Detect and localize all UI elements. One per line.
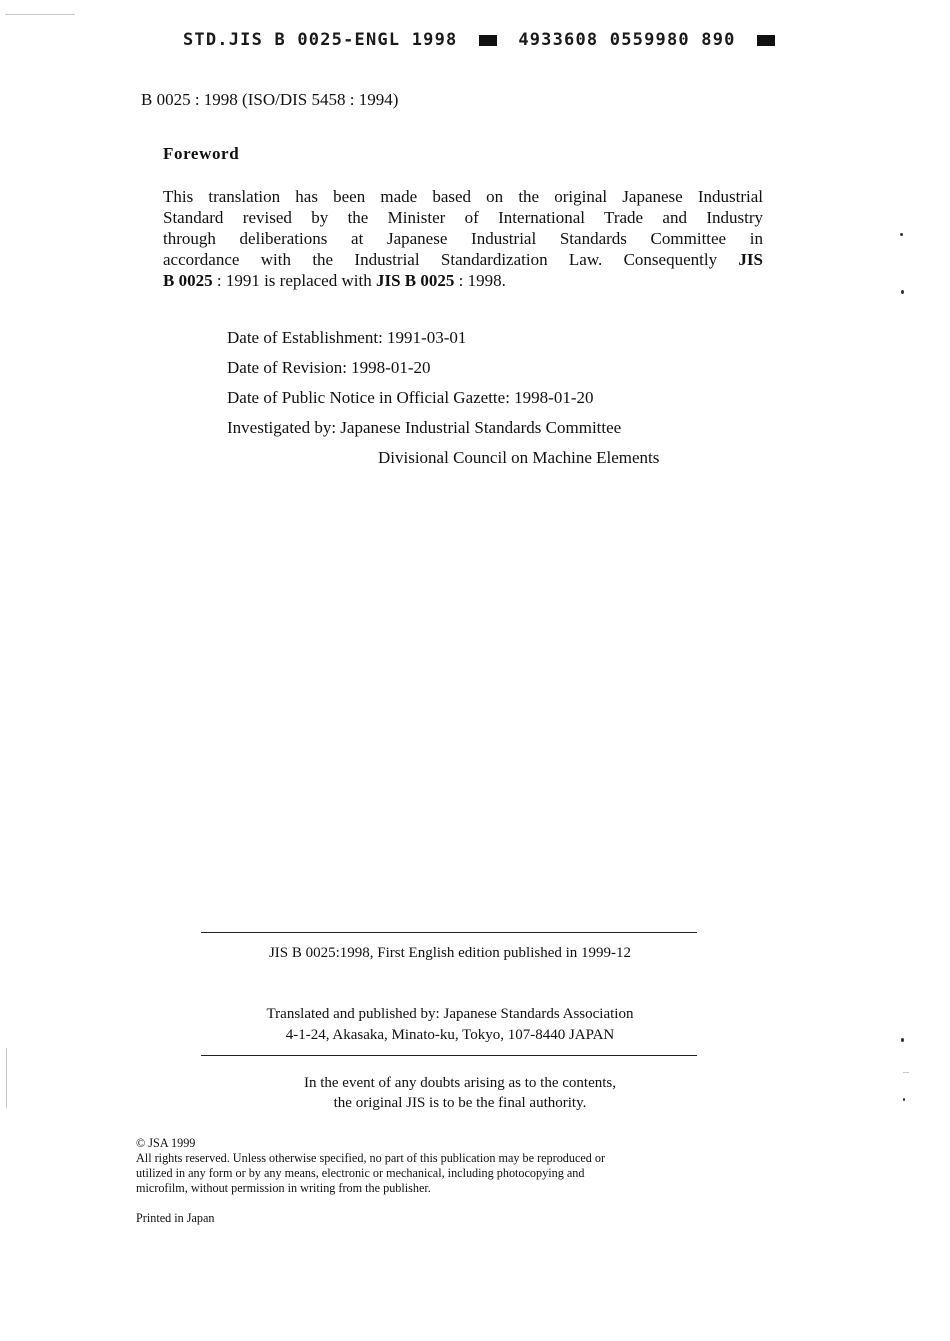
publisher-line: Translated and published by: Japanese Standards Association [266,1006,634,1022]
edition-note [0,945,900,962]
divisional-council: Divisional Council on Machine Elements [378,448,660,467]
copyright-line: utilized in any form or by any means, electronic or mechanical, including photocopying and [136,1166,585,1180]
date-public-notice: Date of Public Notice in Official Gazette: 1998-01-20 [227,388,594,407]
copyright-line: microfilm, without permission in writing from the publisher. [136,1181,431,1195]
foreword-line: through deliberations at Japanese Industrial Standards Committee in [163,229,763,248]
date-revision: Date of Revision: 1998-01-20 [227,358,431,377]
authority-line: the original JIS is to be the final authority. [333,1095,587,1111]
copyright-line: All rights reserved. Unless otherwise specified, no part of this publication may be reproduced or [136,1151,606,1165]
stamp-right-text: 4933608 0559980 890 [518,30,736,50]
publisher-address: 4-1-24, Akasaka, Minato-ku, Tokyo, 107-8440 JAPAN [285,1027,615,1043]
scan-speck [901,290,904,294]
foreword-bold-text: JIS [738,250,763,269]
scan-header-stamp [183,30,775,50]
scan-speck [900,233,903,236]
divider-bottom [201,1055,697,1056]
foreword-text: : 1998. [454,271,506,290]
foreword-paragraph [163,186,763,291]
scan-edge-mark [6,1048,7,1108]
foreword-line [163,270,763,291]
stamp-left-text: STD.JIS B 0025-ENGL 1998 [183,30,458,50]
foreword-text: accordance with the Industrial Standardization Law. Consequently [163,250,718,269]
investigated-by: Investigated by: Japanese Industrial Standards Committee [227,418,622,437]
foreword-text: : 1991 is replaced with [212,271,376,290]
scan-speck [903,1098,905,1101]
edition-text: JIS B 0025:1998, First English edition published in 1999-12 [268,945,632,961]
foreword-line [163,249,763,270]
scan-edge-mark [5,14,75,15]
authority-note [10,1073,910,1113]
stamp-block-mark [479,35,497,46]
stamp-block-mark-end [757,35,775,46]
dates-block [227,327,659,477]
foreword-line: This translation has been made based on the original Japanese Industrial [163,187,763,206]
scan-mark [903,1072,909,1073]
divider-top [201,932,697,933]
foreword-heading: Foreword [163,144,240,163]
scan-speck [901,1038,904,1042]
copyright-block [136,1136,605,1196]
publisher-block [0,1004,900,1046]
date-establishment: Date of Establishment: 1991-03-01 [227,328,467,347]
authority-line: In the event of any doubts arising as to the contents, [303,1075,616,1091]
copyright-notice: © JSA 1999 [136,1136,196,1150]
foreword-bold-text: B 0025 [163,271,213,290]
foreword-bold-text: JIS B 0025 [375,271,455,290]
foreword-line: Standard revised by the Minister of International Trade and Industry [163,208,763,227]
printed-in: Printed in Japan [136,1211,215,1225]
document-id: B 0025 : 1998 (ISO/DIS 5458 : 1994) [141,90,399,109]
